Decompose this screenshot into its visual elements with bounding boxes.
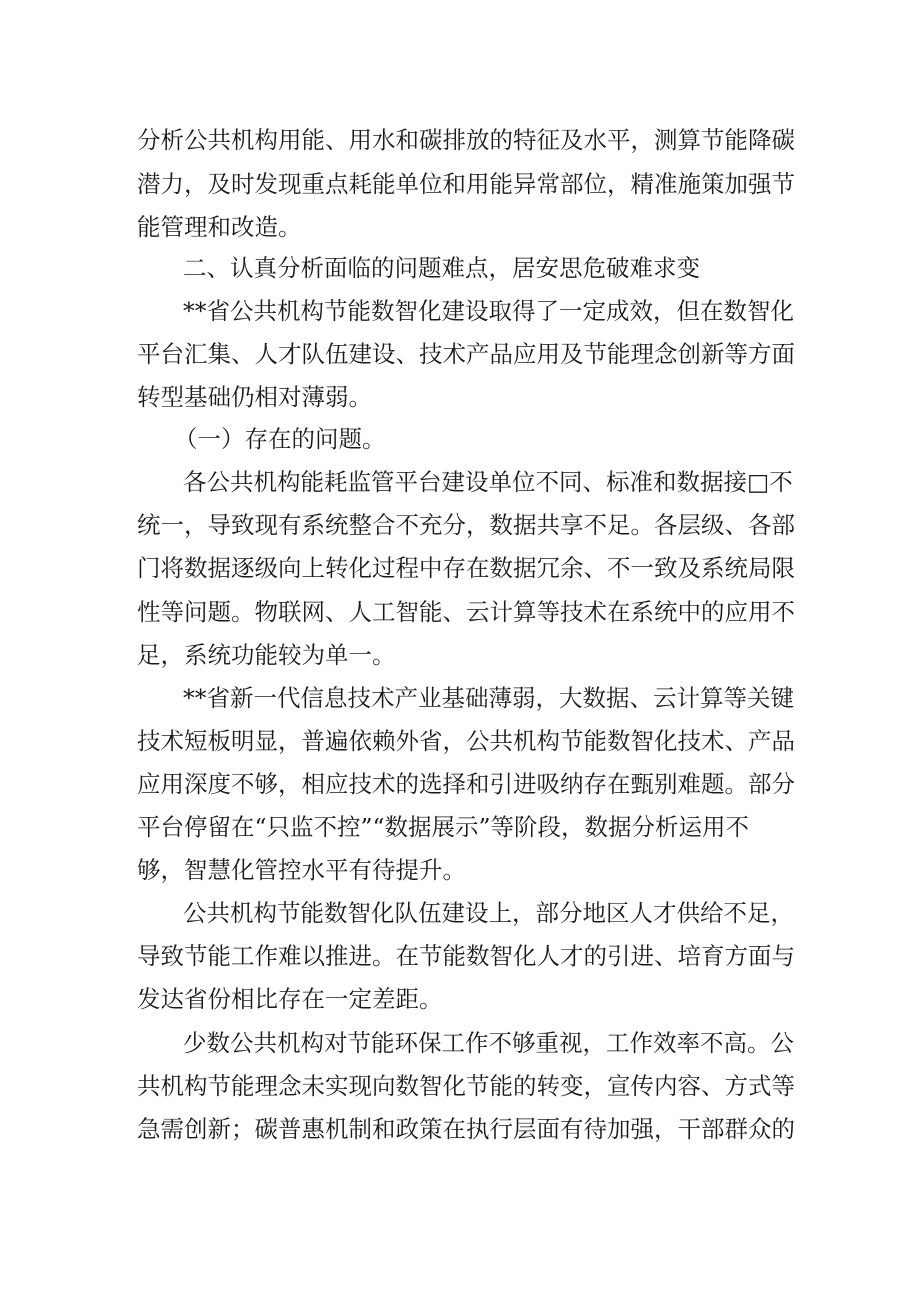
body-text-line: 转型基础仍相对薄弱。 — [137, 383, 372, 411]
body-text-line: 够，智慧化管控水平有待提升。 — [137, 856, 466, 884]
section-heading: 二、认真分析面临的问题难点，居安思危破难求变 — [183, 254, 700, 282]
body-text-line: 应用深度不够，相应技术的选择和引进吸纳存在甄别难题。部分 — [137, 770, 795, 798]
body-text-line: 分析公共机构用能、用水和碳排放的特征及水平，测算节能降碳 — [137, 126, 795, 154]
body-text-line: 平台汇集、人才队伍建设、技术产品应用及节能理念创新等方面 — [137, 340, 795, 368]
subsection-heading: （一）存在的问题。 — [174, 425, 386, 453]
body-text-line: 技术短板明显，普遍依赖外省，公共机构节能数智化技术、产品 — [137, 727, 795, 755]
body-text-line: 发达省份相比存在一定差距。 — [137, 985, 443, 1013]
body-text-line: 能管理和改造。 — [137, 213, 302, 241]
body-text-line: 性等问题。物联网、人工智能、云计算等技术在系统中的应用不 — [137, 598, 795, 626]
body-text-line: **省公共机构节能数智化建设取得了一定成效，但在数智化 — [183, 297, 794, 325]
body-text-line: 共机构节能理念未实现向数智化节能的转变，宣传内容、方式等 — [137, 1072, 795, 1100]
body-text-line: 导致节能工作难以推进。在节能数智化人才的引进、培育方面与 — [137, 942, 795, 970]
body-text-line: 统一，导致现有系统整合不充分，数据共享不足。各层级、各部 — [137, 511, 795, 539]
body-text-line: 各公共机构能耗监管平台建设单位不同、标准和数据接□不 — [183, 468, 793, 496]
body-text-line: 少数公共机构对节能环保工作不够重视，工作效率不高。公 — [183, 1029, 794, 1057]
body-text-line: 平台停留在“只监不控”“数据展示”等阶段，数据分析运用不 — [137, 813, 750, 841]
body-text-line: 公共机构节能数智化队伍建设上，部分地区人才供给不足， — [183, 899, 794, 927]
body-text-line: 潜力，及时发现重点耗能单位和用能异常部位，精准施策加强节 — [137, 170, 795, 198]
body-text-line: 急需创新；碳普惠机制和政策在执行层面有待加强，干部群众的 — [137, 1115, 795, 1143]
body-text-line: 门将数据逐级向上转化过程中存在数据冗余、不一致及系统局限 — [137, 554, 795, 582]
body-text-line: **省新一代信息技术产业基础薄弱，大数据、云计算等关键 — [183, 684, 794, 712]
body-text-line: 足，系统功能较为单一。 — [137, 641, 396, 669]
